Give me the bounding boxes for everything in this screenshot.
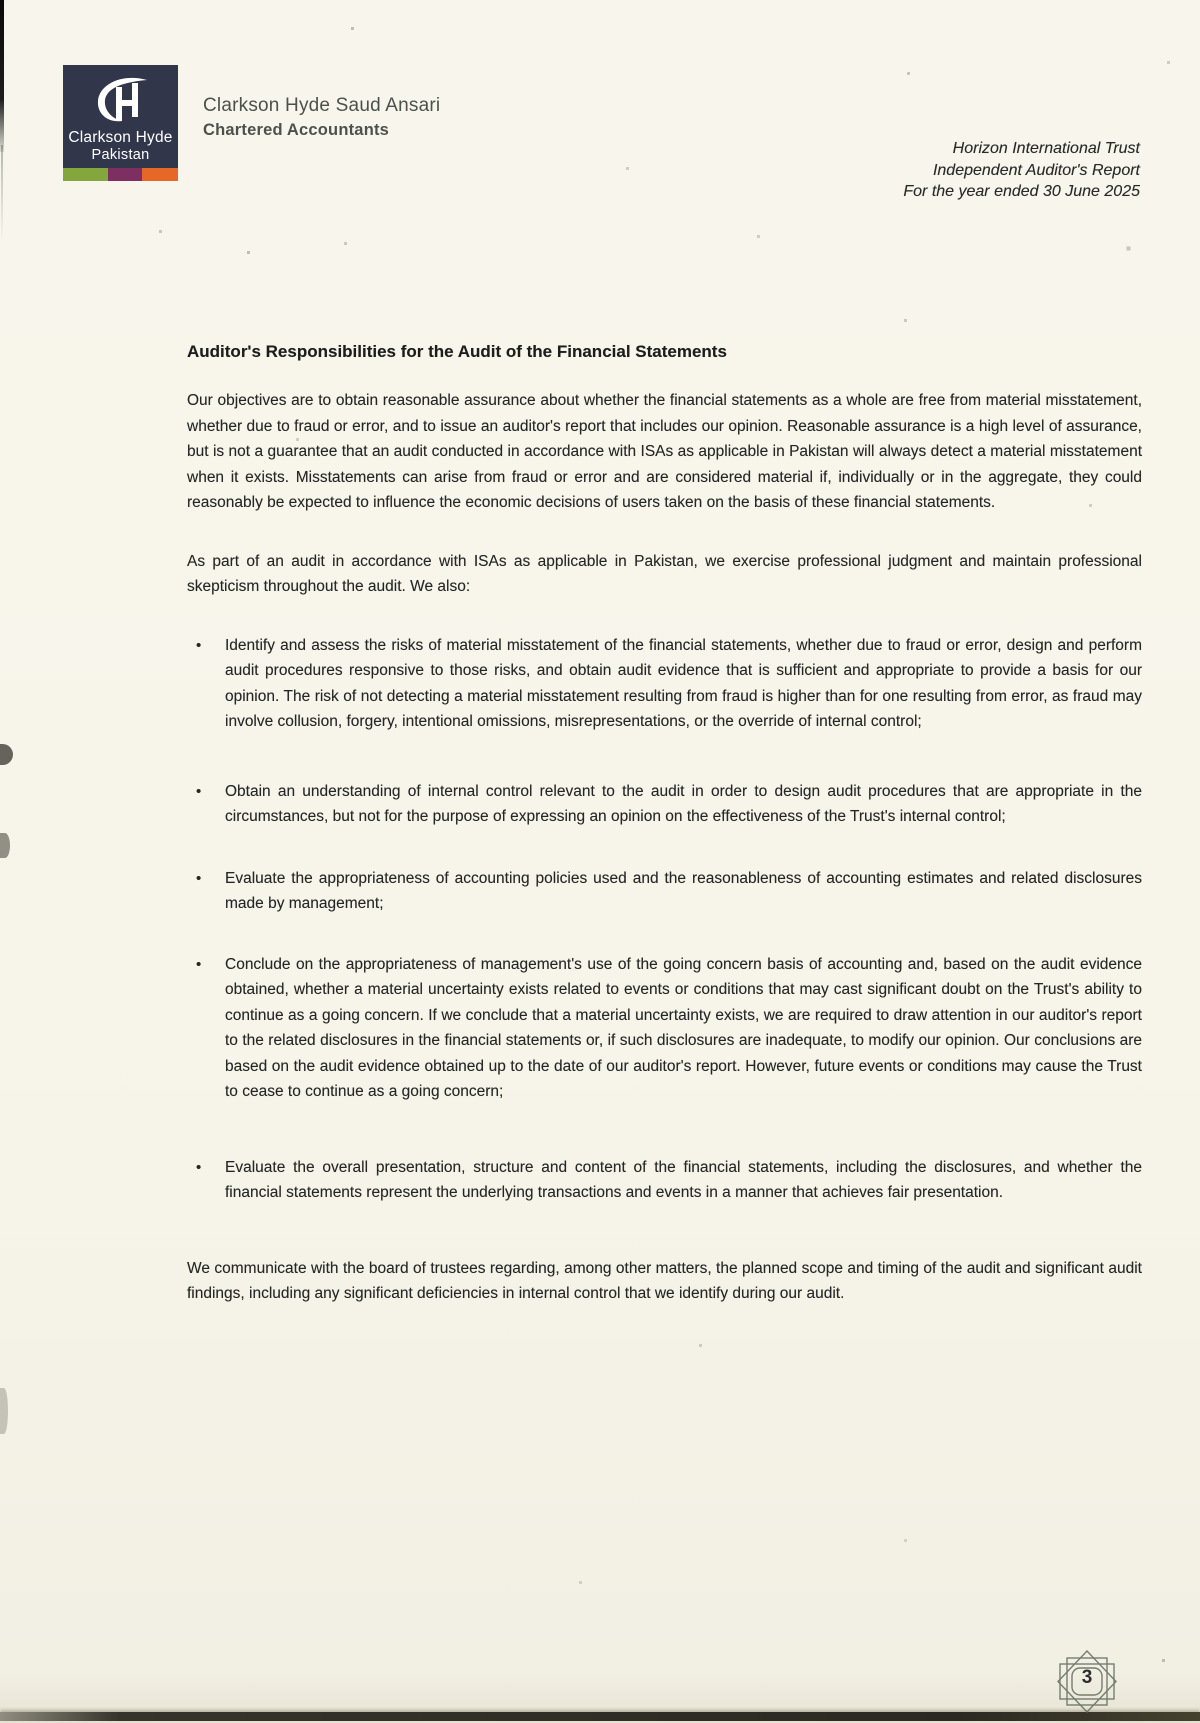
list-item	[187, 633, 1142, 735]
bullet-icon: •	[196, 869, 202, 887]
list-item-text: Identify and assess the risks of material misstatement of the financial statements, whether due to fraud or error, design and perform audit procedures responsive to those risks, and obtain audit evidence that is sufficient and appropriate to provide a basis for our opinion. The risk of not detecting a material misstatement resulting from fraud is higher than for one resulting from error, as fraud may involve collusion, forgery, intentional omissions, misrepresentations, or the override of internal control;	[225, 636, 1142, 730]
bullet-icon: •	[196, 1158, 202, 1176]
stripe-purple	[108, 168, 143, 181]
paragraph-objectives: Our objectives are to obtain reasonable assurance about whether the financial statements as a whole are free from material misstatement, whether due to fraud or error, and to issue an auditor's report that includes our opinion. Reasonable assurance is a high level of assurance, but is not a guarantee that an audit conducted in accordance with ISAs as applicable in Pakistan will always detect a material misstatement when it exists. Misstatements can arise from fraud or error and are considered material if, individually or in the aggregate, they could reasonably be expected to influence the economic decisions of users taken on the basis of these financial statements.	[187, 392, 1142, 511]
scan-smudge	[0, 1388, 8, 1434]
responsibilities-list	[187, 633, 1142, 1206]
bullet-icon: •	[196, 955, 202, 973]
document-body	[187, 340, 1142, 1307]
section-heading: Auditor's Responsibilities for the Audit of the Financial Statements	[187, 342, 727, 361]
ch-monogram-icon	[89, 75, 153, 127]
stripe-green	[63, 168, 108, 181]
scan-specks	[0, 0, 1, 1]
firm-name: Clarkson Hyde Saud Ansari	[203, 95, 441, 116]
list-item-text: Evaluate the overall presentation, structure and content of the financial statements, including the disclosures, and whether the financial statements represent the underlying transactions and events in a manner that achieves fair presentation.	[225, 1158, 1142, 1201]
firm-subtitle: Chartered Accountants	[203, 121, 390, 139]
stripe-orange	[142, 168, 178, 181]
scan-edge-line-fade	[1, 145, 3, 240]
list-item	[187, 952, 1142, 1105]
scan-smudge	[0, 833, 10, 858]
page-number: 3	[1081, 1667, 1093, 1688]
logo-text-line2: Pakistan	[91, 147, 150, 163]
logo-text-line1: Clarkson Hyde	[68, 129, 173, 146]
clarkson-hyde-logo	[63, 65, 178, 181]
bullet-icon: •	[196, 782, 202, 800]
doc-header-entity: Horizon International Trust	[952, 140, 1140, 157]
list-item	[187, 866, 1142, 917]
doc-header-period: For the year ended 30 June 2025	[903, 183, 1140, 200]
logo-color-stripe	[63, 168, 178, 181]
scan-bottom-edge	[0, 1712, 1200, 1721]
scan-smudge	[0, 744, 13, 765]
firm-name-block	[203, 95, 440, 140]
list-item	[187, 779, 1142, 830]
logo-box	[63, 65, 178, 168]
scan-edge-line	[0, 0, 4, 152]
list-item	[187, 1155, 1142, 1206]
paragraph-communication: We communicate with the board of trustees regarding, among other matters, the planned scope and timing of the audit and significant audit findings, including any significant deficiencies in internal control that we identify during our audit.	[187, 1259, 1142, 1302]
list-item-text: Evaluate the appropriateness of accounting policies used and the reasonableness of accounting estimates and related disclosures made by management;	[225, 869, 1142, 912]
paragraph-isas: As part of an audit in accordance with ISAs as applicable in Pakistan, we exercise professional judgment and maintain professional skepticism throughout the audit. We also:	[187, 552, 1142, 595]
list-item-text: Obtain an understanding of internal control relevant to the audit in order to design audit procedures that are appropriate in the circumstances, but not for the purpose of expressing an opinion on the effectiveness of the Trust's internal control;	[225, 782, 1142, 825]
list-item-text: Conclude on the appropriateness of management's use of the going concern basis of accounting and, based on the audit evidence obtained, whether a material uncertainty exists related to events or conditions that may cast significant doubt on the Trust's ability to continue as a going concern. If we conclude that a material uncertainty exists, we are required to draw attention in our auditor's report to the related disclosures in the financial statements or, if such disclosures are inadequate, to modify our opinion. Our conclusions are based on the audit evidence obtained up to the date of our auditor's report. However, future events or conditions may cause the Trust to cease to continue as a going concern;	[225, 955, 1142, 1100]
page-number-badge	[1057, 1650, 1117, 1713]
bullet-icon: •	[196, 636, 202, 654]
doc-header-title: Independent Auditor's Report	[932, 161, 1140, 179]
document-header	[903, 138, 1140, 203]
